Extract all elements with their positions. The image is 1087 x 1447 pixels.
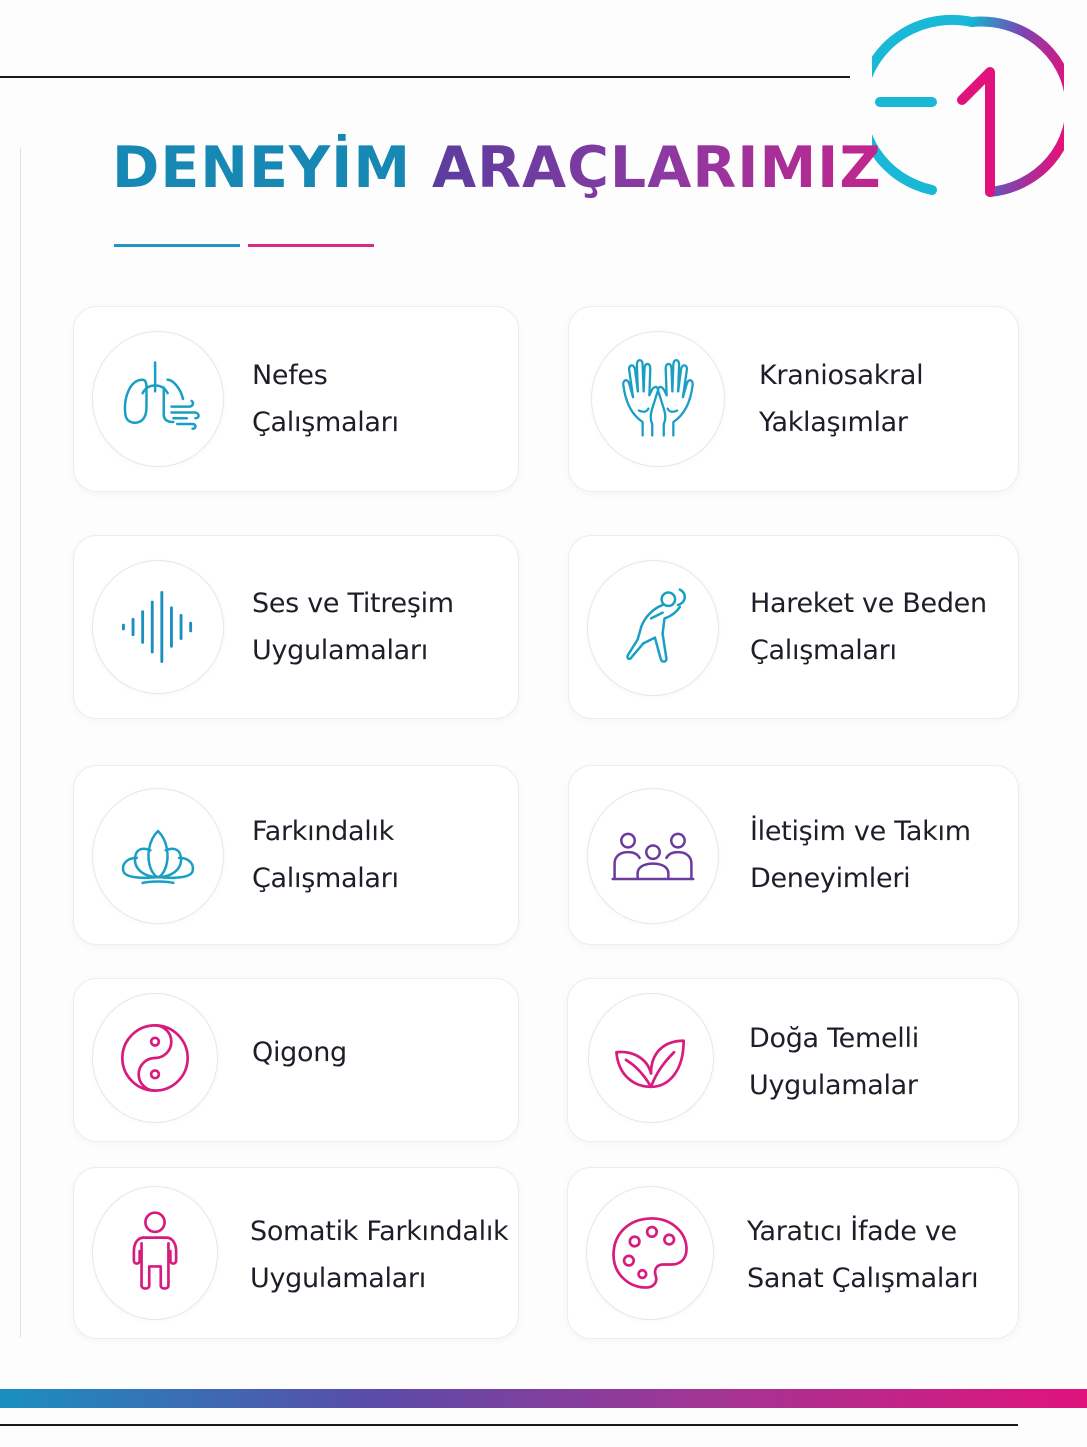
card-label-line1: Hareket ve Beden [750, 588, 987, 619]
card-qigong[interactable] [73, 978, 519, 1142]
lungs-breath-icon [110, 351, 206, 447]
icon-circle [587, 788, 719, 924]
body-figure-icon [107, 1205, 203, 1301]
card-nefes[interactable] [73, 306, 519, 492]
card-label-line2: Yaklaşımlar [759, 407, 908, 438]
card-label-line1: Somatik Farkındalık [250, 1216, 509, 1247]
icon-circle [92, 331, 224, 467]
card-label [750, 580, 987, 674]
card-label-line2: Çalışmaları [252, 863, 399, 894]
card-label-line2: Deneyimleri [750, 863, 911, 894]
card-yaratici-ifade[interactable] [567, 1167, 1019, 1339]
icon-circle [92, 1186, 218, 1320]
icon-circle [591, 331, 725, 467]
card-iletisim-takim[interactable] [568, 765, 1019, 945]
title-word-2: ARAÇLARIMIZ [431, 135, 882, 201]
title-underline-magenta [248, 244, 374, 247]
card-label [747, 1208, 978, 1302]
group-people-icon [605, 808, 701, 904]
card-ses-titresim[interactable] [73, 535, 519, 719]
stretching-figure-icon [605, 580, 701, 676]
icon-circle [92, 788, 224, 924]
card-label [250, 1208, 508, 1302]
card-label [252, 580, 454, 674]
card-label-line2: Çalışmaları [750, 635, 897, 666]
card-label [252, 352, 399, 446]
card-label-line1: Yaratıcı İfade ve [747, 1216, 957, 1247]
bottom-divider [0, 1424, 1018, 1426]
title-underline-teal [114, 244, 240, 247]
hands-icon [610, 351, 706, 447]
sound-wave-icon [110, 579, 206, 675]
icon-circle [587, 560, 719, 696]
card-hareket-beden[interactable] [568, 535, 1019, 719]
card-label-line1: Ses ve Titreşim [252, 588, 454, 619]
card-label-line2: Uygulamaları [252, 635, 428, 666]
card-farkindalik[interactable] [73, 765, 519, 945]
card-label-line1: Nefes [252, 360, 328, 391]
card-doga-temelli[interactable] [567, 978, 1019, 1142]
lotus-icon [110, 808, 206, 904]
card-label-line1: Qigong [252, 1037, 347, 1068]
top-divider [0, 76, 850, 78]
card-label [252, 1029, 347, 1076]
card-label-line1: Kraniosakral [759, 360, 924, 391]
icon-circle [92, 993, 218, 1123]
icon-circle [588, 993, 714, 1123]
leaf-icon [603, 1010, 699, 1106]
card-kraniosakral[interactable] [568, 306, 1019, 492]
icon-circle [586, 1186, 714, 1320]
card-label [749, 1015, 919, 1109]
title-word-1: DENEYİM [112, 135, 412, 201]
icon-circle [92, 560, 224, 694]
brand-logo [872, 14, 1064, 204]
card-label-line2: Uygulamalar [749, 1070, 918, 1101]
card-label-line2: Sanat Çalışmaları [747, 1263, 979, 1294]
card-somatik-farkindalik[interactable] [73, 1167, 519, 1339]
yin-yang-icon [107, 1010, 203, 1106]
card-label-line2: Uygulamaları [250, 1263, 426, 1294]
card-label-line1: Farkındalık [252, 816, 394, 847]
card-label [759, 352, 923, 446]
card-label [750, 808, 971, 902]
palette-icon [602, 1205, 698, 1301]
page-title [112, 135, 882, 201]
card-label-line2: Çalışmaları [252, 407, 399, 438]
left-divider [20, 148, 21, 1338]
card-label-line1: İletişim ve Takım [750, 816, 971, 847]
gradient-footer-bar [0, 1389, 1087, 1408]
card-label [252, 808, 399, 902]
card-label-line1: Doğa Temelli [749, 1023, 919, 1054]
